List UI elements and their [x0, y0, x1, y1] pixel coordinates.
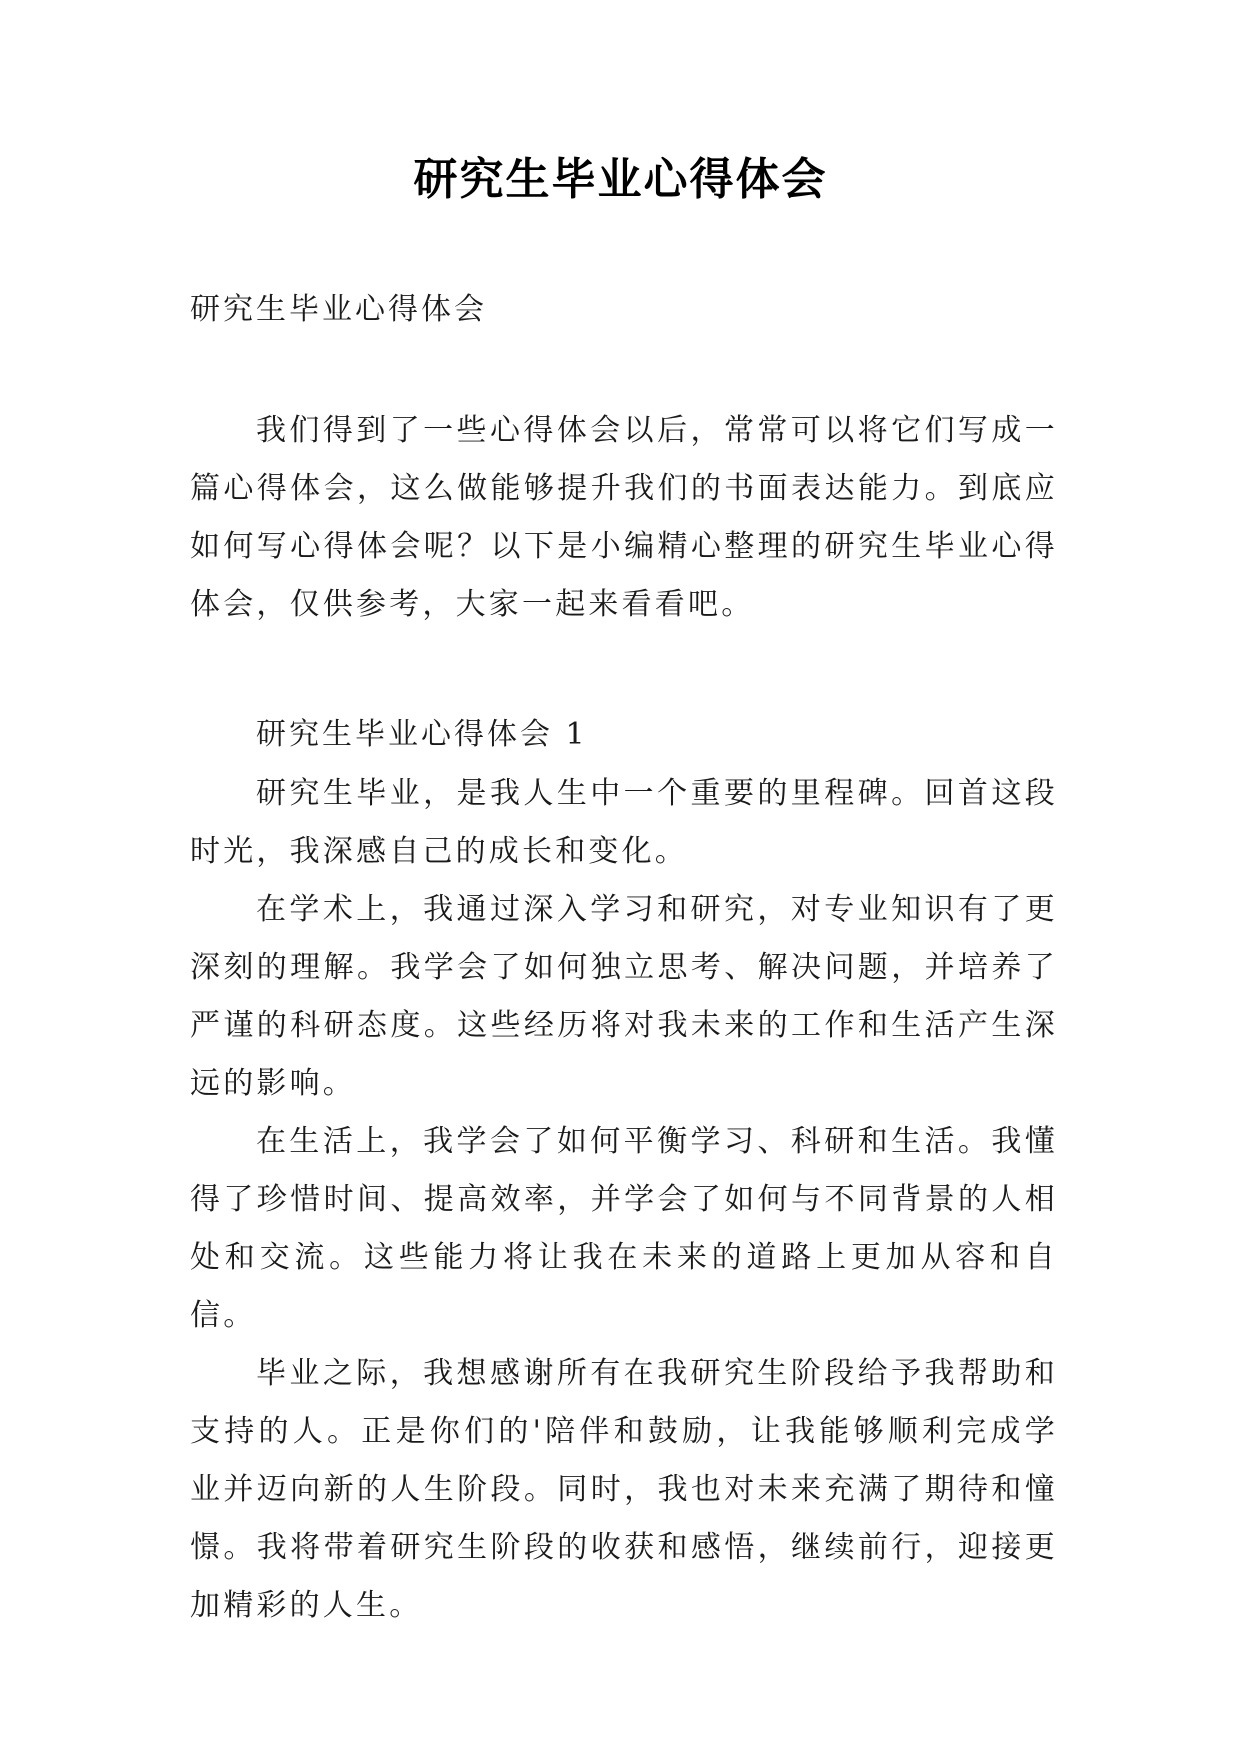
- section-1: [190, 715, 1058, 1635]
- section-paragraph-1: 研究生毕业，是我人生中一个重要的里程碑。回首这段时光，我深感自己的成长和变化。: [190, 776, 1058, 869]
- section-paragraph-3: 在生活上，我学会了如何平衡学习、科研和生活。我懂得了珍惜时间、提高效率，并学会了如何与不同背景的人相处和交流。这些能力将让我在未来的道路上更加从容和自信。: [190, 1124, 1058, 1333]
- section-paragraph-4: 毕业之际，我想感谢所有在我研究生阶段给予我帮助和支持的人。正是你们的'陪伴和鼓励，让我能够顺利完成学业并迈向新的人生阶段。同时，我也对未来充满了期待和憧憬。我将带着研究生阶段的收获和感悟，继续前行，迎接更加精彩的人生。: [190, 1356, 1058, 1623]
- section-paragraph-2: 在学术上，我通过深入学习和研究，对专业知识有了更深刻的理解。我学会了如何独立思考、解决问题，并培养了严谨的科研态度。这些经历将对我未来的工作和生活产生深远的影响。: [190, 892, 1058, 1101]
- intro-block: [190, 402, 1058, 634]
- section-paragraphs: [190, 765, 1058, 1635]
- document-subtitle: 研究生毕业心得体会: [190, 292, 487, 327]
- section-heading: 研究生毕业心得体会 1: [256, 717, 588, 752]
- document-title: 研究生毕业心得体会: [413, 154, 828, 205]
- intro-paragraph: 我们得到了一些心得体会以后，常常可以将它们写成一篇心得体会，这么做能够提升我们的书面表达能力。到底应如何写心得体会呢？以下是小编精心整理的研究生毕业心得体会，仅供参考，大家一起来看看吧。: [190, 413, 1058, 622]
